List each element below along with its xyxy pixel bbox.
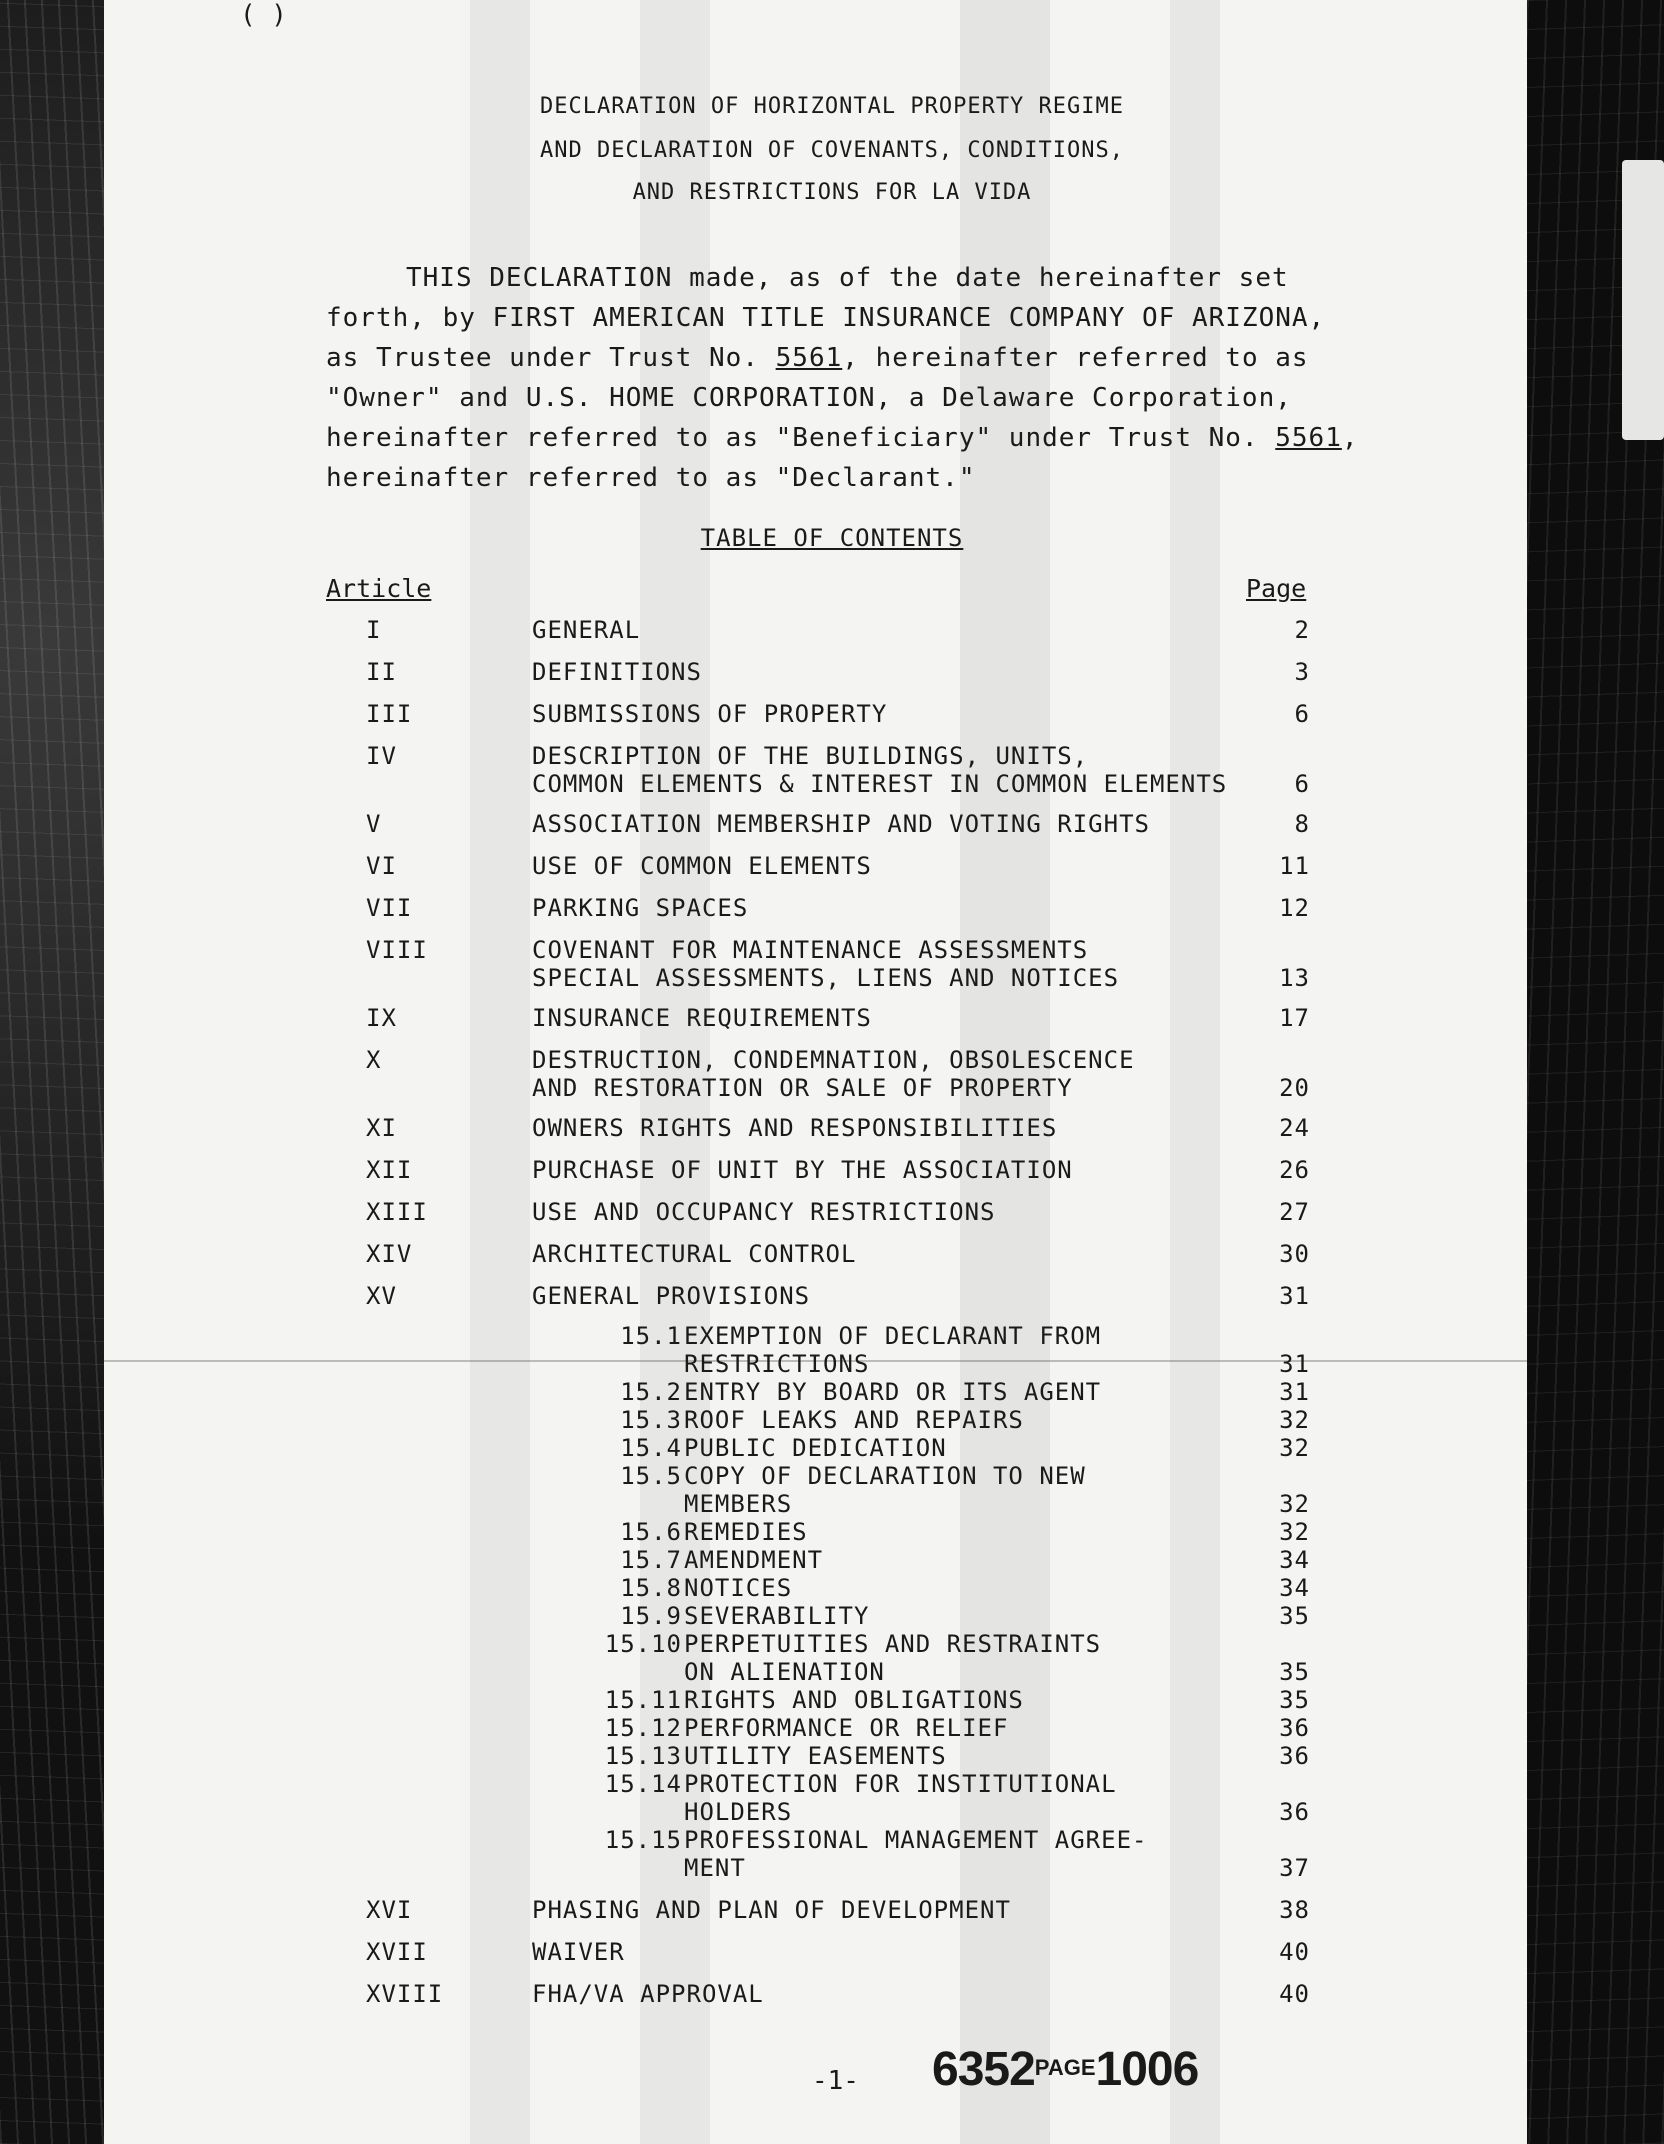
article-title: INSURANCE REQUIREMENTS <box>532 1004 872 1032</box>
section-page: 32 <box>1279 1490 1310 1518</box>
article-title: PHASING AND PLAN OF DEVELOPMENT <box>532 1896 1011 1924</box>
section-page: 34 <box>1279 1574 1310 1602</box>
article-number: II <box>366 658 397 686</box>
section-page: 31 <box>1279 1378 1310 1406</box>
title-line-3: AND RESTRICTIONS FOR LA VIDA <box>632 180 1032 205</box>
page-number: -1- <box>812 2066 859 2096</box>
article-page: 13 <box>1279 964 1310 992</box>
intro-line: as Trustee under Trust No. 5561, hereinafter referred to as <box>326 343 1309 373</box>
title-line-2: AND DECLARATION OF COVENANTS, CONDITIONS, <box>539 138 1125 163</box>
article-title: ARCHITECTURAL CONTROL <box>532 1240 857 1268</box>
section-number: 15.2 <box>620 1378 682 1406</box>
article-number: III <box>366 700 413 728</box>
section-number: 15.8 <box>620 1574 682 1602</box>
scan-edge-left <box>0 0 104 2144</box>
article-page: 6 <box>1294 700 1310 728</box>
article-page: 2 <box>1294 616 1310 644</box>
recording-stamp: $6352^{PAGE}1006$ <box>932 2043 1199 2096</box>
article-number: XIII <box>366 1198 428 1226</box>
section-page: 35 <box>1279 1686 1310 1714</box>
section-number: 15.13 <box>604 1742 682 1770</box>
article-number: XII <box>366 1156 413 1184</box>
intro-line: forth, by FIRST AMERICAN TITLE INSURANCE COMPANY OF ARIZONA, <box>326 303 1326 333</box>
section-title: PERPETUITIES AND RESTRAINTS ON ALIENATION <box>684 1630 1102 1686</box>
article-page: 30 <box>1279 1240 1310 1268</box>
section-page: 31 <box>1279 1350 1310 1378</box>
section-title: REMEDIES <box>684 1518 808 1546</box>
section-title: SEVERABILITY <box>684 1602 870 1630</box>
article-number: IX <box>366 1004 397 1032</box>
section-page: 34 <box>1279 1546 1310 1574</box>
article-number: IV <box>366 742 397 770</box>
article-page: 11 <box>1279 852 1310 880</box>
section-number: 15.6 <box>620 1518 682 1546</box>
article-number: VI <box>366 852 397 880</box>
section-title: ENTRY BY BOARD OR ITS AGENT <box>684 1378 1102 1406</box>
section-number: 15.11 <box>604 1686 682 1714</box>
article-number: XI <box>366 1114 397 1142</box>
section-number: 15.10 <box>604 1630 682 1658</box>
intro-line: THIS DECLARATION made, as of the date hereinafter set <box>406 263 1289 293</box>
article-page: 31 <box>1279 1282 1310 1310</box>
section-number: 15.3 <box>620 1406 682 1434</box>
article-title: FHA/VA APPROVAL <box>532 1980 764 2008</box>
section-number: 15.7 <box>620 1546 682 1574</box>
article-title: DESTRUCTION, CONDEMNATION, OBSOLESCENCE AND RESTORATION OR SALE OF PROPERTY <box>532 1046 1135 1102</box>
article-page: 8 <box>1294 810 1310 838</box>
article-page: 20 <box>1279 1074 1310 1102</box>
article-title: USE OF COMMON ELEMENTS <box>532 852 872 880</box>
article-title: SUBMISSIONS OF PROPERTY <box>532 700 888 728</box>
section-number: 15.4 <box>620 1434 682 1462</box>
intro-line: "Owner" and U.S. HOME CORPORATION, a Delaware Corporation, <box>326 383 1292 413</box>
section-page: 36 <box>1279 1714 1310 1742</box>
section-title: NOTICES <box>684 1574 793 1602</box>
article-title: OWNERS RIGHTS AND RESPONSIBILITIES <box>532 1114 1058 1142</box>
section-title: COPY OF DECLARATION TO NEW MEMBERS <box>684 1462 1086 1518</box>
section-page: 35 <box>1279 1658 1310 1686</box>
section-number: 15.1 <box>620 1322 682 1350</box>
article-page: 3 <box>1294 658 1310 686</box>
section-page: 32 <box>1279 1406 1310 1434</box>
article-title: GENERAL <box>532 616 641 644</box>
article-title: WAIVER <box>532 1938 625 1966</box>
col-page-header: Page <box>1246 574 1307 603</box>
section-title: PUBLIC DEDICATION <box>684 1434 947 1462</box>
trust-number: 5561 <box>775 343 843 373</box>
intro-line: hereinafter referred to as "Beneficiary" under Trust No. 5561, <box>326 423 1359 453</box>
section-number: 15.5 <box>620 1462 682 1490</box>
article-page: 6 <box>1294 770 1310 798</box>
col-article-header: Article <box>326 574 432 603</box>
intro-paragraph <box>326 258 1376 498</box>
article-page: 12 <box>1279 894 1310 922</box>
section-number: 15.9 <box>620 1602 682 1630</box>
article-number: I <box>366 616 382 644</box>
article-title: PARKING SPACES <box>532 894 749 922</box>
article-page: 38 <box>1279 1896 1310 1924</box>
section-number: 15.14 <box>604 1770 682 1798</box>
article-number: VII <box>366 894 413 922</box>
article-number: XVI <box>366 1896 413 1924</box>
article-title: COVENANT FOR MAINTENANCE ASSESSMENTS SPECIAL ASSESSMENTS, LIENS AND NOTICES <box>532 936 1120 992</box>
article-number: XV <box>366 1282 397 1310</box>
article-number: VIII <box>366 936 428 964</box>
section-page: 35 <box>1279 1602 1310 1630</box>
article-page: 26 <box>1279 1156 1310 1184</box>
article-page: 27 <box>1279 1198 1310 1226</box>
article-title: DESCRIPTION OF THE BUILDINGS, UNITS, COMMON ELEMENTS & INTEREST IN COMMON ELEMENTS <box>532 742 1228 798</box>
intro-line: hereinafter referred to as "Declarant." <box>326 463 976 493</box>
article-page: 40 <box>1279 1980 1310 2008</box>
section-title: ROOF LEAKS AND REPAIRS <box>684 1406 1024 1434</box>
section-page: 36 <box>1279 1742 1310 1770</box>
section-page: 32 <box>1279 1518 1310 1546</box>
scan-edge-right <box>1527 0 1664 2144</box>
section-page: 32 <box>1279 1434 1310 1462</box>
title-line-1: DECLARATION OF HORIZONTAL PROPERTY REGIME <box>539 94 1125 119</box>
article-number: XVIII <box>366 1980 444 2008</box>
trust-number: 5561 <box>1275 423 1342 453</box>
section-page: 37 <box>1279 1854 1310 1882</box>
article-title: PURCHASE OF UNIT BY THE ASSOCIATION <box>532 1156 1073 1184</box>
article-page: 24 <box>1279 1114 1310 1142</box>
article-title: DEFINITIONS <box>532 658 702 686</box>
article-title: GENERAL PROVISIONS <box>532 1282 811 1310</box>
section-title: PERFORMANCE OR RELIEF <box>684 1714 1009 1742</box>
section-number: 15.15 <box>604 1826 682 1854</box>
toc-heading: TABLE OF CONTENTS <box>700 524 964 552</box>
article-number: V <box>366 810 382 838</box>
article-title: ASSOCIATION MEMBERSHIP AND VOTING RIGHTS <box>532 810 1150 838</box>
section-number: 15.12 <box>604 1714 682 1742</box>
article-number: X <box>366 1046 382 1074</box>
section-title: PROTECTION FOR INSTITUTIONAL HOLDERS <box>684 1770 1117 1826</box>
section-title: PROFESSIONAL MANAGEMENT AGREE- MENT <box>684 1826 1148 1882</box>
article-page: 40 <box>1279 1938 1310 1966</box>
article-number: XIV <box>366 1240 413 1268</box>
section-title: RIGHTS AND OBLIGATIONS <box>684 1686 1024 1714</box>
article-number: XVII <box>366 1938 428 1966</box>
corner-mark: ( ) <box>240 0 287 30</box>
section-page: 36 <box>1279 1798 1310 1826</box>
article-page: 17 <box>1279 1004 1310 1032</box>
section-title: EXEMPTION OF DECLARANT FROM RESTRICTIONS <box>684 1322 1102 1378</box>
section-title: AMENDMENT <box>684 1546 824 1574</box>
article-title: USE AND OCCUPANCY RESTRICTIONS <box>532 1198 996 1226</box>
section-title: UTILITY EASEMENTS <box>684 1742 947 1770</box>
